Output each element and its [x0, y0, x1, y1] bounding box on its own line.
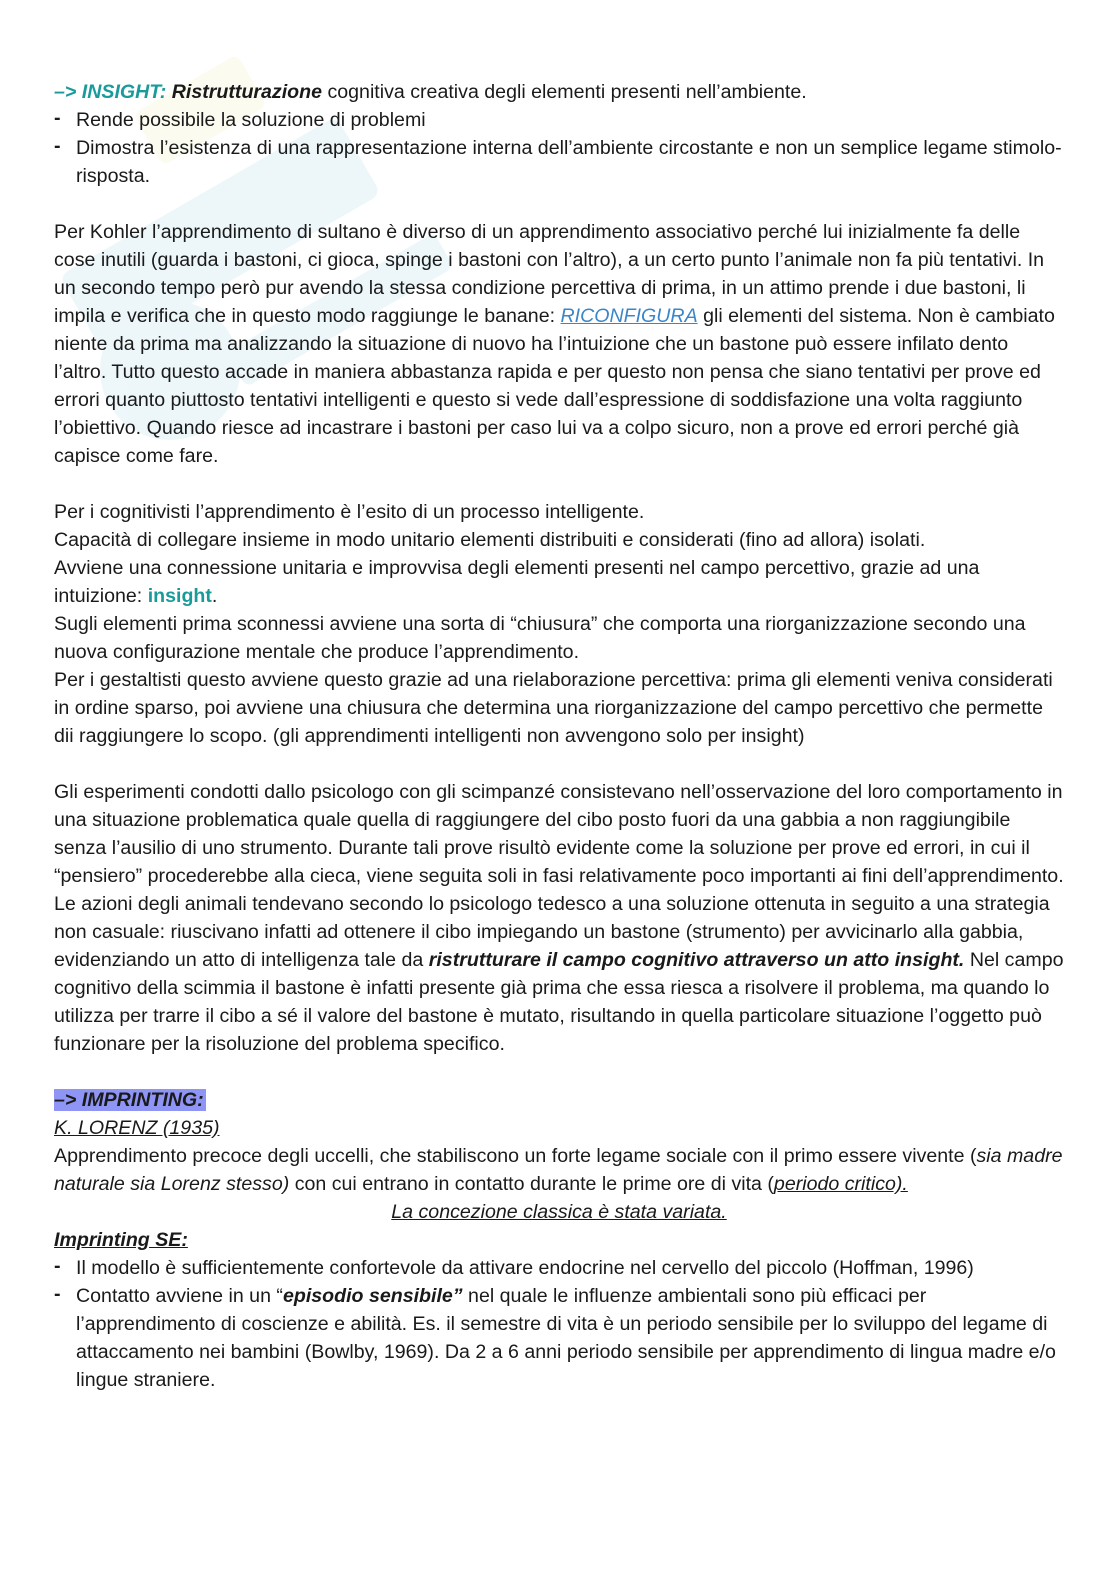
- se-bullet2-after: nel quale le influenze ambientali sono più efficaci per l’apprendimento di coscienze e abilità. Es. il semestre di vita è un periodo sensibile per lo sviluppo del legame di attaccamento nei bambini (Bowlby, 1969). Da 2 a 6 anni periodo sensibile per apprendimento di lingua madre e/o lingue straniere.: [76, 1285, 1056, 1391]
- list-item: - Rende possibile la soluzione di problemi: [54, 106, 1064, 134]
- cognitivisti-line-3-text: Avviene una connessione unitaria e improvvisa degli elementi presenti nel campo percettivo, grazie ad una intuizione:: [54, 557, 980, 607]
- cognitivisti-line-3: [54, 554, 1064, 610]
- esperimenti-text-after: Nel campo cognitivo della scimmia il bastone è infatti presente già prima che essa riesca a risolvere il problema, ma quando lo utilizza per trarre il cibo a sé il valore del bastone è mutato, risultando in quella particolare situazione l’oggetto può funzionare per la risoluzione del problema specifico.: [54, 949, 1064, 1055]
- centered-note-text: La concezione classica è stata variata.: [391, 1201, 727, 1223]
- riconfigura-link[interactable]: RICONFIGURA: [560, 305, 698, 327]
- list-item: [54, 1282, 1064, 1394]
- periodo-critico: periodo critico).: [773, 1173, 908, 1195]
- centered-note: [54, 1198, 1064, 1226]
- imprinting-def-italic: sia madre naturale sia Lorenz stesso): [54, 1145, 1063, 1195]
- kohler-text-after: gli elementi del sistema. Non è cambiato niente da prima ma analizzando la situazione di nuovo ha l’intuizione che un bastone può essere infilato dento l’altro. Tutto questo accade in maniera abbastanza rapida e per questo non pensa che siano tentativi per prove ed errori quanto piuttosto tentativi intelligenti e questo si vede dall’espressione di soddisfazione una volta raggiunto l’obiettivo. Quando riesce ad incastrare i bastoni per caso lui va a colpo sicuro, non a prove ed errori perché già capisce come fare.: [54, 305, 1055, 467]
- insight-heading-rest: cognitiva creativa degli elementi presenti nell’ambiente.: [322, 81, 807, 103]
- kohler-text-before: Per Kohler l’apprendimento di sultano è diverso di un apprendimento associativo perché lui inizialmente fa delle cose inutili (guarda i bastoni, ci gioca, spinge i bastoni con l’altro), a un certo punto l’animale non fa più tentativi. In un secondo tempo però pur avendo la stessa condizione percettiva di prima, in un attimo prende i due bastoni, li impila e verifica che in questo modo raggiunge le banane:: [54, 221, 1045, 327]
- se-bullet2-before: Contatto avviene in un “: [76, 1285, 283, 1307]
- document-page: [54, 78, 1064, 1394]
- insight-bullet-list: [54, 106, 1064, 190]
- cognitivisti-line-5: Per i gestaltisti questo avviene questo grazie ad una rielaborazione percettiva: prima gli elementi veniva considerati in ordine sparso, poi avviene una chiusura che determina una riorganizzazione del campo percettivo che permette dii raggiungere lo scopo. (gli apprendimenti intelligenti non avvengono solo per insight): [54, 669, 1053, 747]
- imprinting-def-middle: con cui entrano in contatto durante le prime ore di vita (: [289, 1173, 774, 1195]
- imprinting-def-before: Apprendimento precoce degli uccelli, che stabiliscono un forte legame sociale con il primo essere vivente (: [54, 1145, 977, 1167]
- episodio-sensibile: episodio sensibile”: [282, 1285, 463, 1307]
- esperimenti-paragraph: [54, 778, 1064, 1058]
- esperimenti-bold-text: ristrutturare il campo cognitivo attraverso un atto insight.: [428, 949, 965, 971]
- lorenz-author: K. LORENZ (1935): [54, 1117, 220, 1139]
- cognitivisti-line-3-end: .: [211, 585, 218, 607]
- list-item: - Il modello è sufficientemente confortevole da attivare endocrine nel cervello del piccolo (Hoffman, 1996): [54, 1254, 1064, 1282]
- cognitivisti-line-2: Capacità di collegare insieme in modo unitario elementi distribuiti e considerati (fino ad allora) isolati.: [54, 529, 926, 551]
- insight-heading: [54, 78, 1064, 106]
- esperimenti-text-before: Gli esperimenti condotti dallo psicologo con gli scimpanzé consistevano nell’osservazione del loro comportamento in una situazione problematica quale quella di raggiungere del cibo posto fuori da una gabbia a non raggiungibile senza l’ausilio di uno strumento. Durante tali prove risultò evidente come la soluzione per prove ed errori, in cui il “pensiero” procederebbe alla cieca, viene seguita soli in fasi relativamente poco importanti ai fini dell’apprendimento. Le azioni degli animali tendevano secondo lo psicologo tedesco a una soluzione ottenuta in seguito a una strategia non casuale: riuscivano infatti ad ottenere il cibo impiegando un bastone (strumento) per avvicinarlo alla gabbia, evidenziando un atto di intelligenza tale da: [54, 781, 1064, 971]
- insight-term: Ristrutturazione: [171, 81, 323, 103]
- imprinting-se-heading: Imprinting SE:: [54, 1229, 188, 1251]
- imprinting-se-list: [54, 1254, 1064, 1394]
- insight-keyword: insight: [147, 585, 212, 607]
- cognitivisti-line-1: Per i cognitivisti l’apprendimento è l’esito di un processo intelligente.: [54, 501, 645, 523]
- list-item: - Dimostra l’esistenza di una rappresentazione interna dell’ambiente circostante e non un semplice legame stimolo-risposta.: [54, 134, 1064, 190]
- imprinting-heading-highlight: –> IMPRINTING:: [54, 1089, 204, 1111]
- imprinting-heading: [54, 1086, 1064, 1114]
- kohler-paragraph: [54, 218, 1064, 470]
- imprinting-definition: [54, 1142, 1064, 1198]
- insight-arrow-label: –> INSIGHT:: [54, 81, 167, 103]
- cognitivisti-line-4: Sugli elementi prima sconnessi avviene una sorta di “chiusura” che comporta una riorganizzazione secondo una nuova configurazione mentale che produce l’apprendimento.: [54, 613, 1026, 663]
